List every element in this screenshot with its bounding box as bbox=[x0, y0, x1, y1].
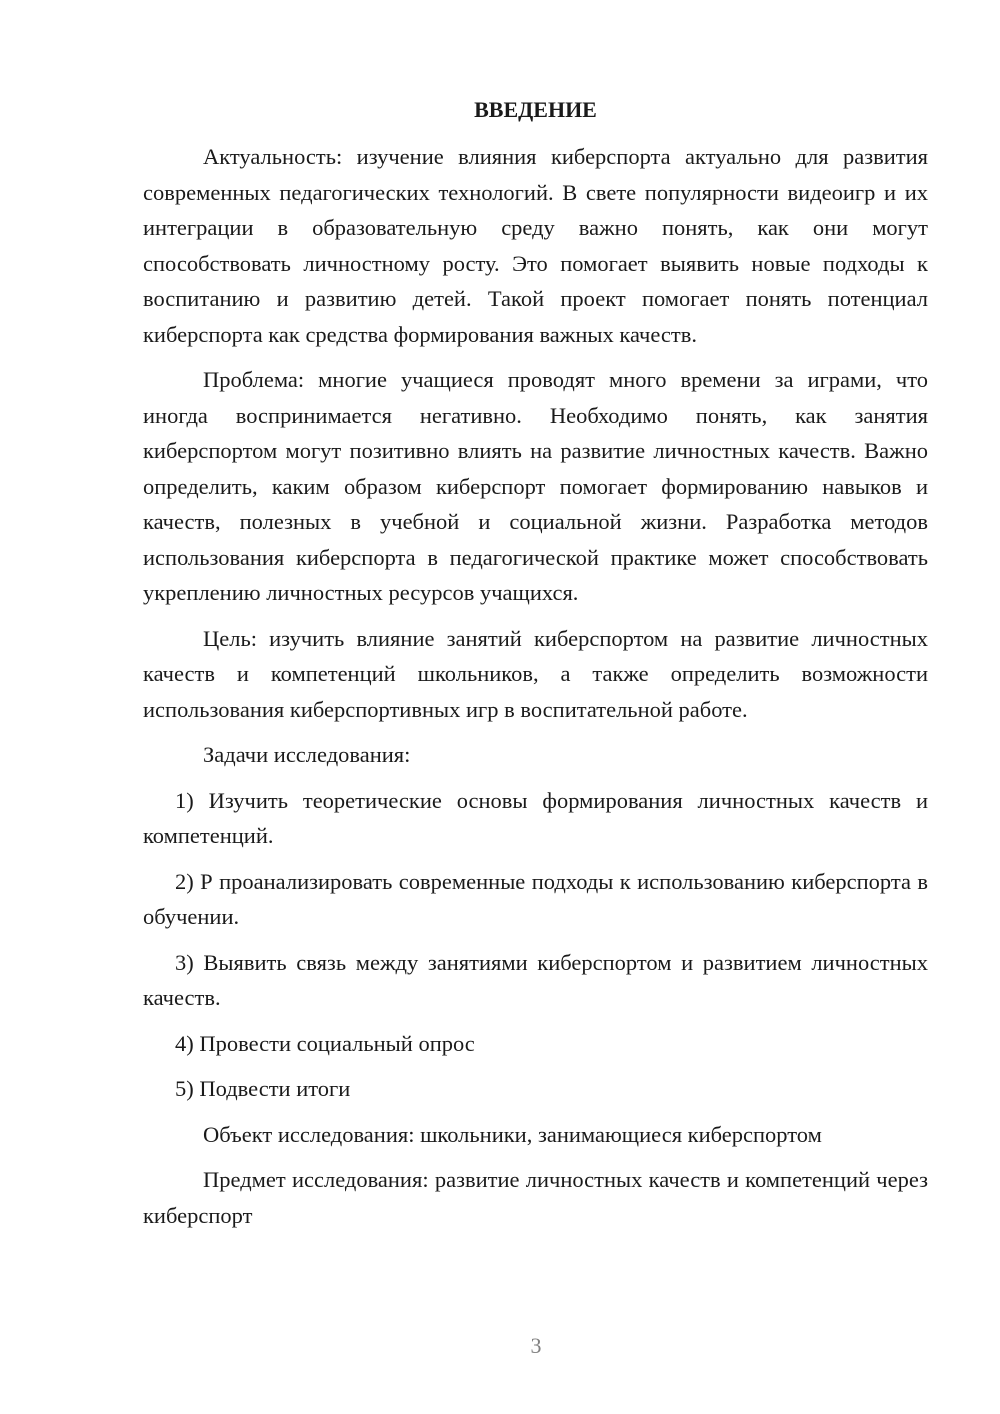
tasks-heading: Задачи исследования: bbox=[203, 742, 411, 767]
page-number: 3 bbox=[530, 1333, 542, 1358]
task-item-4: 4) Провести социальный опрос bbox=[175, 1030, 475, 1056]
research-object: Объект исследования: школьники, занимающиеся киберспортом bbox=[203, 1121, 822, 1147]
relevance-paragraph: Актуальность: изучение влияния киберспорта актуально для развития современных педагогических технологий. В свете популярности видеоигр и их интеграции в образовательную среду важно понять, как они могут способствовать личностному росту. Это помогает выявить новые подходы к воспитанию и развитию детей. Такой проект помогает понять потенциал киберспорта как средства формирования важных качеств. bbox=[143, 144, 928, 347]
problem-paragraph: Проблема: многие учащиеся проводят много времени за играми, что иногда воспринимается негативно. Необходимо понять, как занятия киберспортом могут позитивно влиять на развитие личностных качеств. Важно определить, каким образом киберспорт помогает формированию навыков и качеств, полезных в учебной и социальной жизни. Разработка методов использования киберспорта в педагогической практике может способствовать укреплению личностных ресурсов учащихся. bbox=[143, 367, 928, 605]
research-subject: Предмет исследования: развитие личностных качеств и компетенций через киберспорт bbox=[143, 1167, 928, 1228]
task-item-5: 5) Подвести итоги bbox=[175, 1076, 351, 1101]
goal-paragraph: Цель: изучить влияние занятий киберспортом на развитие личностных качеств и компетенций школьников, а также определить возможности использования киберспортивных игр в воспитательной работе. bbox=[143, 625, 928, 722]
task-item-2: 2) Р проанализировать современные подходы к использованию киберспорта в обучении. bbox=[143, 868, 928, 929]
task-item-1: 1) Изучить теоретические основы формирования личностных качеств и компетенций. bbox=[143, 787, 928, 848]
page-content bbox=[143, 95, 928, 1243]
task-item-3: 3) Выявить связь между занятиями киберспортом и развитием личностных качеств. bbox=[143, 949, 928, 1010]
page-title: ВВЕДЕНИЕ bbox=[474, 97, 597, 122]
